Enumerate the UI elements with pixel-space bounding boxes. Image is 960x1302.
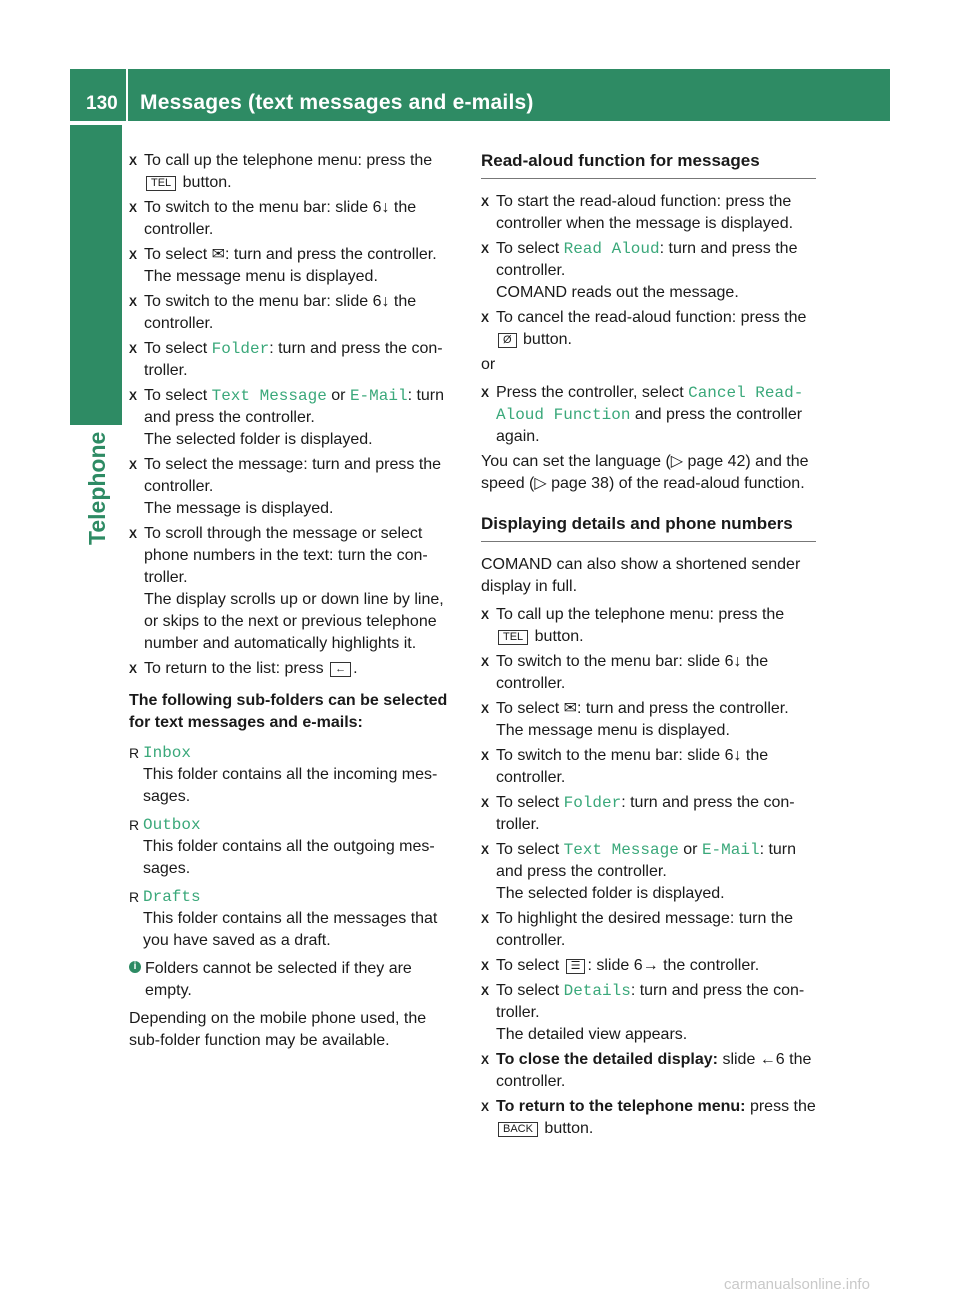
- step: X To switch to the menu bar: slide 6↓ the controller.: [481, 747, 769, 786]
- menu-item-text-message: Text Message: [563, 841, 679, 859]
- step: X To start the read-aloud function: press the controller when the message is displayed.: [481, 193, 794, 232]
- arrow-icon: X: [481, 195, 490, 209]
- menu-item-outbox: Outbox: [143, 816, 201, 834]
- arrow-icon: X: [481, 843, 490, 857]
- tel-button-icon: TEL: [498, 630, 528, 645]
- side-label: Telephone: [84, 431, 110, 545]
- list-item: R Inbox This folder contains all the incoming mes-sages.: [129, 742, 461, 808]
- menu-item-cancel-read-aloud: Cancel Read-Aloud Function: [496, 384, 804, 424]
- arrow-icon: X: [129, 248, 138, 262]
- back-arrow-icon: ←: [330, 662, 351, 677]
- step: X To select ✉: turn and press the controller. The message menu is displayed.: [481, 700, 789, 739]
- controller-slide-down-icon: 6↓: [724, 653, 742, 670]
- step: X To select Folder: turn and press the con-troller.: [481, 794, 795, 833]
- back-button-icon: BACK: [498, 1122, 538, 1137]
- language-paragraph: You can set the language (▷ page 42) and the speed (▷ page 38) of the read-aloud function.: [481, 453, 809, 492]
- arrow-icon: X: [481, 1053, 490, 1067]
- menu-item-folder: Folder: [563, 794, 622, 812]
- options-menu-icon: ☰: [566, 959, 586, 974]
- arrow-icon: X: [129, 527, 138, 541]
- step: X To return to the telephone menu: press the BACK button.: [481, 1098, 816, 1137]
- step: X To call up the telephone menu: press the TEL button.: [481, 606, 785, 645]
- step: X To scroll through the message or select phone numbers in the text: turn the con-troller. The display scrolls up or down line by line, or skips to the next or previous telephone number and automatically highlights it.: [129, 525, 444, 652]
- bullet-icon: R: [129, 745, 140, 761]
- step: X To select Details: turn and press the con-troller. The detailed view appears.: [481, 982, 805, 1043]
- menu-item-read-aloud: Read Aloud: [563, 240, 660, 258]
- arrow-icon: X: [481, 1100, 490, 1114]
- arrow-icon: X: [481, 655, 490, 669]
- header-divider: [126, 69, 128, 121]
- step: X To switch to the menu bar: slide 6↓ the controller.: [481, 653, 769, 692]
- arrow-icon: X: [481, 386, 490, 400]
- arrow-icon: X: [481, 749, 490, 763]
- step: X To select Text Message or E-Mail: turn and press the controller. The selected folder is displayed.: [481, 841, 797, 902]
- menu-item-text-message: Text Message: [211, 387, 327, 405]
- arrow-icon: X: [129, 154, 138, 168]
- menu-item-inbox: Inbox: [143, 744, 192, 762]
- step: X To switch to the menu bar: slide 6↓ the controller.: [129, 199, 417, 238]
- controller-slide-down-icon: 6↓: [724, 747, 742, 764]
- arrow-icon: X: [129, 458, 138, 472]
- arrow-icon: X: [481, 796, 490, 810]
- step: X To select ☰ : slide 6→ the controller.: [481, 955, 816, 977]
- watermark: carmanualsonline.info: [724, 1276, 870, 1293]
- arrow-icon: X: [481, 242, 490, 256]
- step: X Press the controller, select Cancel Read-Aloud Function and press the controller again.: [481, 384, 804, 445]
- menu-item-details: Details: [563, 982, 631, 1000]
- info-note: i Folders cannot be selected if they are empty.: [129, 958, 461, 1002]
- controller-slide-left-icon: ←6: [759, 1051, 785, 1068]
- tel-button-icon: TEL: [146, 176, 176, 191]
- chapter-title: Messages (text messages and e-mails): [140, 91, 534, 114]
- controller-slide-right-icon: 6→: [633, 957, 659, 974]
- info-icon: i: [129, 961, 141, 973]
- section-title-details: Displaying details and phone numbers: [481, 513, 816, 542]
- intro-paragraph: COMAND can also show a shortened sender display in full.: [481, 556, 801, 595]
- arrow-icon: X: [129, 342, 138, 356]
- arrow-icon: X: [481, 959, 490, 973]
- step: X To select ✉: turn and press the controller. The message menu is displayed.: [129, 246, 437, 285]
- envelope-icon: ✉: [211, 246, 225, 263]
- arrow-icon: X: [481, 984, 490, 998]
- section-title-read-aloud: Read-aloud function for messages: [481, 150, 816, 179]
- left-column: [129, 150, 461, 1058]
- step: X To cancel the read-aloud function: press the Ø button.: [481, 309, 807, 348]
- page-number: 130: [86, 93, 118, 114]
- step: X To select the message: turn and press the controller. The message is displayed.: [129, 456, 442, 517]
- side-tab: [70, 125, 122, 425]
- arrow-icon: X: [481, 702, 490, 716]
- or-text: or: [481, 356, 496, 373]
- arrow-icon: X: [129, 295, 138, 309]
- controller-slide-down-icon: 6↓: [372, 293, 390, 310]
- step: X To select Text Message or E-Mail: turn and press the controller. The selected folder is displayed.: [129, 387, 445, 448]
- arrow-icon: X: [481, 912, 490, 926]
- step: X To call up the telephone menu: press the TEL button.: [129, 152, 433, 191]
- arrow-icon: X: [481, 608, 490, 622]
- closing-paragraph: Depending on the mobile phone used, the sub-folder function may be available.: [129, 1010, 427, 1049]
- arrow-icon: X: [481, 311, 490, 325]
- arrow-icon: X: [129, 389, 138, 403]
- envelope-icon: ✉: [563, 700, 577, 717]
- arrow-icon: X: [129, 662, 138, 676]
- menu-item-folder: Folder: [211, 340, 270, 358]
- step: X To close the detailed display: slide ←6 the controller.: [481, 1051, 812, 1090]
- bullet-icon: R: [129, 889, 140, 905]
- list-item: R Drafts This folder contains all the messages that you have saved as a draft.: [129, 886, 461, 952]
- step: X To select Folder: turn and press the con-troller.: [129, 340, 443, 379]
- list-item: R Outbox This folder contains all the outgoing mes-sages.: [129, 814, 461, 880]
- step: X To select Read Aloud: turn and press the controller. COMAND reads out the message.: [481, 240, 798, 301]
- bullet-icon: R: [129, 817, 140, 833]
- menu-item-drafts: Drafts: [143, 888, 201, 906]
- menu-item-email: E-Mail: [349, 387, 408, 405]
- subfolders-heading: The following sub-folders can be selected for text messages and e-mails:: [129, 692, 448, 731]
- menu-item-email: E-Mail: [701, 841, 760, 859]
- step: X To return to the list: press ← .: [129, 658, 461, 680]
- step: X To highlight the desired message: turn the controller.: [481, 910, 794, 949]
- right-column: [481, 150, 816, 1143]
- step: X To switch to the menu bar: slide 6↓ the controller.: [129, 293, 417, 332]
- controller-slide-down-icon: 6↓: [372, 199, 390, 216]
- arrow-icon: X: [129, 201, 138, 215]
- mute-button-icon: Ø: [498, 333, 517, 348]
